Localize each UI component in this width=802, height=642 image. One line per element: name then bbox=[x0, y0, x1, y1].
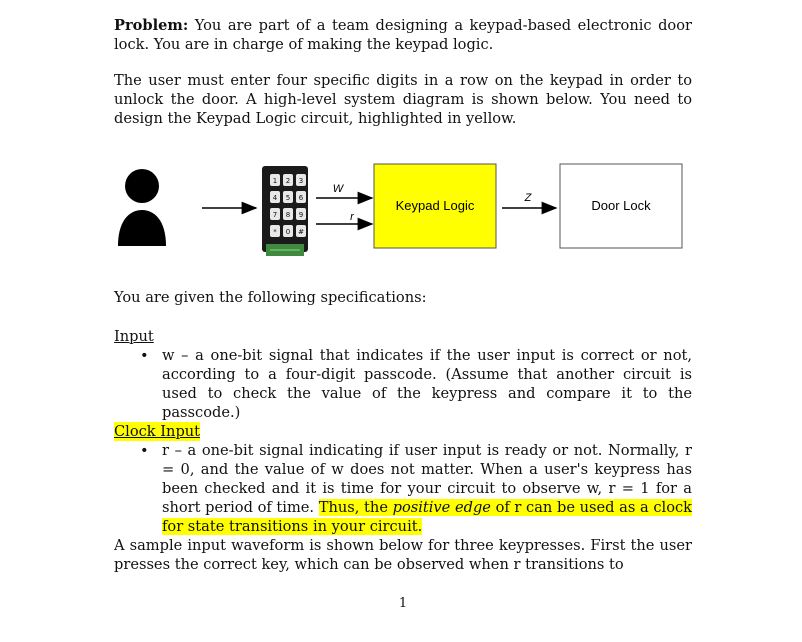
keypad-key-label: 5 bbox=[285, 194, 291, 202]
keypad-key-label: 9 bbox=[298, 211, 304, 219]
intro-paragraph: The user must enter four specific digits in a row on the keypad in order to unlock the door. A high-level system diagram is shown below. You need to design the Keypad Logic circuit, highlighted in yellow. bbox=[114, 72, 692, 127]
problem-label: Problem: bbox=[114, 17, 189, 34]
clock-section bbox=[114, 422, 692, 536]
keypad-key-label: 7 bbox=[272, 211, 278, 219]
signal-z-label: Z bbox=[524, 192, 532, 204]
clock-bullet-highlight-1: Thus, the bbox=[318, 499, 393, 516]
system-diagram bbox=[110, 158, 688, 270]
input-bullet-w bbox=[114, 346, 692, 422]
user-icon bbox=[118, 169, 166, 246]
bullet-dot-icon: • bbox=[140, 442, 149, 459]
clock-bullet-highlight-em: positive edge bbox=[392, 499, 491, 516]
keypad-logic-label: Keypad Logic bbox=[395, 198, 475, 213]
input-heading: Input bbox=[114, 328, 154, 345]
signal-r-label: r bbox=[350, 211, 354, 223]
clock-bullet-r bbox=[114, 441, 692, 536]
bullet-dot-icon: • bbox=[140, 347, 149, 364]
problem-text: You are part of a team designing a keypad-based electronic door lock. You are in charge of making the keypad logic. bbox=[114, 17, 692, 53]
keypad-icon bbox=[262, 166, 308, 256]
signal-w-label: W bbox=[332, 183, 344, 195]
input-section bbox=[114, 327, 692, 422]
problem-statement bbox=[114, 16, 692, 54]
page-number: 1 bbox=[398, 596, 408, 611]
document-page bbox=[114, 16, 692, 611]
keypad-key-label: 8 bbox=[285, 211, 291, 219]
clock-bullet-highlight-2: of r can be used as a clock for state transitions in your circuit. bbox=[162, 499, 692, 535]
input-bullets bbox=[114, 346, 692, 422]
system-diagram-svg bbox=[110, 158, 688, 270]
clock-bullet-text: r – a one-bit signal indicating if user input is ready or not. Normally, r = 0, and the value of w does not matter. When a user's keypress has been checked and it is time for your circuit to observe w, r = 1 for a short period of time. bbox=[162, 442, 692, 516]
keypad-key-label: # bbox=[298, 228, 304, 236]
keypad-key-label: 4 bbox=[272, 194, 278, 202]
keypad-key-label: 1 bbox=[272, 177, 278, 185]
clock-bullets bbox=[114, 441, 692, 536]
door-lock-label: Door Lock bbox=[591, 198, 651, 213]
keypad-key-label: 3 bbox=[298, 177, 304, 185]
input-bullet-text: w – a one-bit signal that indicates if the user input is correct or not, according to a four-digit passcode. (Assume that another circuit is used to check the value of the keypress and compare it to the passcode.) bbox=[162, 347, 692, 421]
clock-heading: Clock Input bbox=[114, 423, 201, 440]
waveform-paragraph: A sample input waveform is shown below for three keypresses. First the user presses the correct key, which can be observed when r transitions to bbox=[114, 537, 692, 573]
keypad-key-label: 6 bbox=[298, 194, 304, 202]
keypad-key-label: 0 bbox=[285, 228, 291, 236]
keypad-key-label: * bbox=[273, 228, 277, 236]
specs-intro: You are given the following specifications: bbox=[114, 289, 427, 306]
keypad-key-label: 2 bbox=[285, 177, 291, 185]
